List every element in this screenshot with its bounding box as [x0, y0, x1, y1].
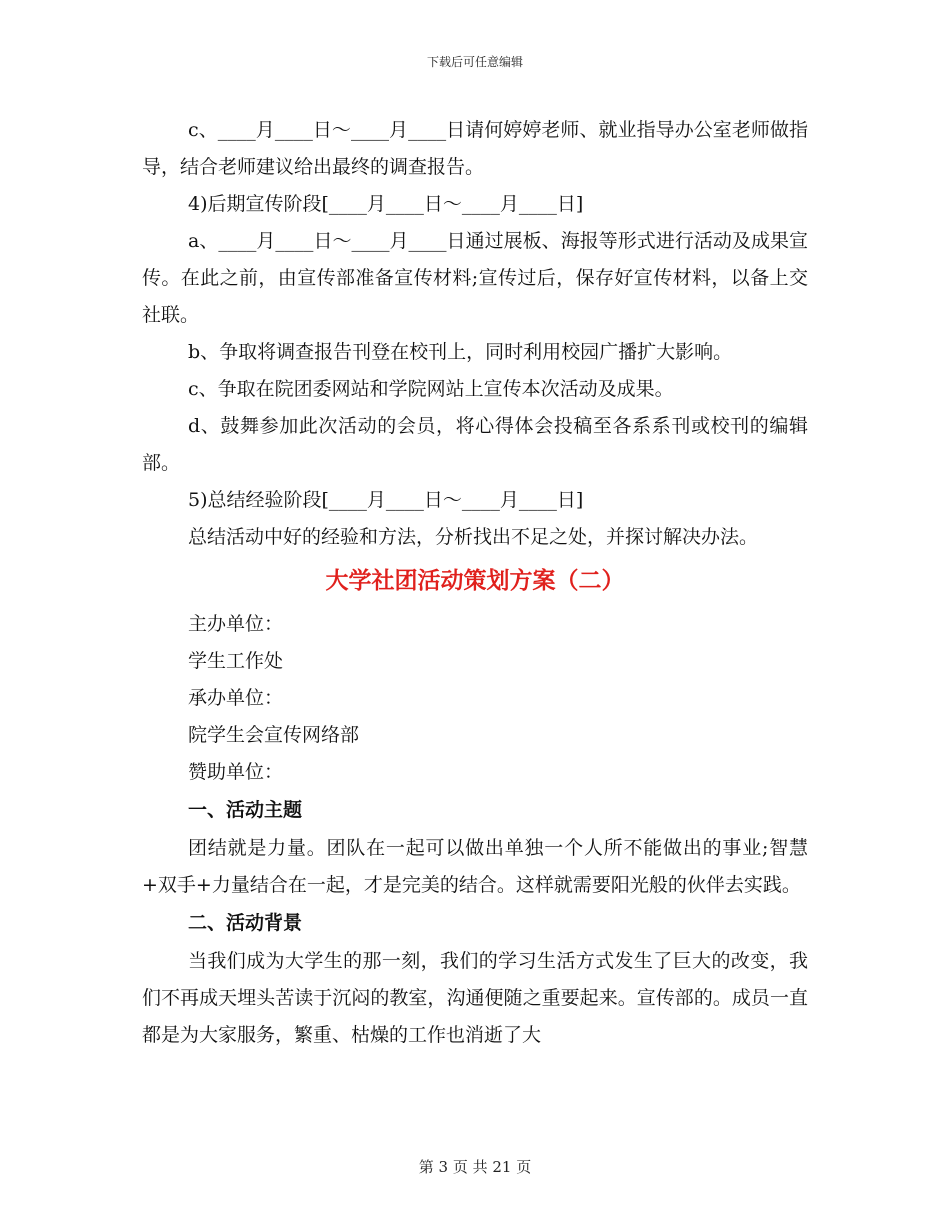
paragraph: 总结活动中好的经验和方法，分析找出不足之处，并探讨解决办法。: [188, 526, 759, 548]
paragraph: c、____月____日～____月____日请何婷婷老师、就业指导办公室老师做指导，结合老师建议给出最终的调查报告。: [142, 119, 808, 178]
document-body: [142, 112, 808, 1054]
co-organizer-label: 承办单位：: [188, 687, 284, 709]
paragraph: 4)后期宣传阶段[____月____日～____月____日]: [188, 193, 584, 215]
paragraph: 当我们成为大学生的那一刻，我们的学习生活方式发生了巨大的改变，我们不再成天埋头苦读于沉闷的教室，沟通便随之重要起来。宣传部的。成员一直都是为大家服务，繁重、枯燥的工作也消逝了大: [142, 950, 808, 1046]
organizer-label: 主办单位：: [188, 613, 284, 635]
paragraph: c、争取在院团委网站和学院网站上宣传本次活动及成果。: [188, 378, 674, 400]
paragraph: d、鼓舞参加此次活动的会员，将心得体会投稿至各系系刊或校刊的编辑部。: [142, 415, 808, 474]
sponsor-label: 赞助单位：: [188, 761, 284, 783]
heading-theme: 一、活动主题: [188, 799, 303, 821]
section-title: 大学社团活动策划方案（二）: [325, 567, 625, 594]
page-footer: 第 3 页 共 21 页: [418, 1158, 532, 1176]
paragraph: 团结就是力量。团队在一起可以做出单独一个人所不能做出的事业;智慧+双手+力量结合在一起，才是完美的结合。这样就需要阳光般的伙伴去实践。: [142, 837, 808, 896]
paragraph: a、____月____日～____月____日通过展板、海报等形式进行活动及成果宣传。在此之前，由宣传部准备宣传材料;宣传过后，保存好宣传材料，以备上交社联。: [142, 230, 808, 326]
page-header: 下载后可任意编辑: [426, 55, 523, 69]
co-organizer-value: 院学生会宣传网络部: [188, 724, 360, 746]
heading-background: 二、活动背景: [188, 912, 303, 934]
organizer-value: 学生工作处: [188, 650, 284, 672]
paragraph: 5)总结经验阶段[____月____日～____月____日]: [188, 489, 584, 511]
paragraph: b、争取将调查报告刊登在校刊上，同时利用校园广播扩大影响。: [188, 341, 733, 363]
